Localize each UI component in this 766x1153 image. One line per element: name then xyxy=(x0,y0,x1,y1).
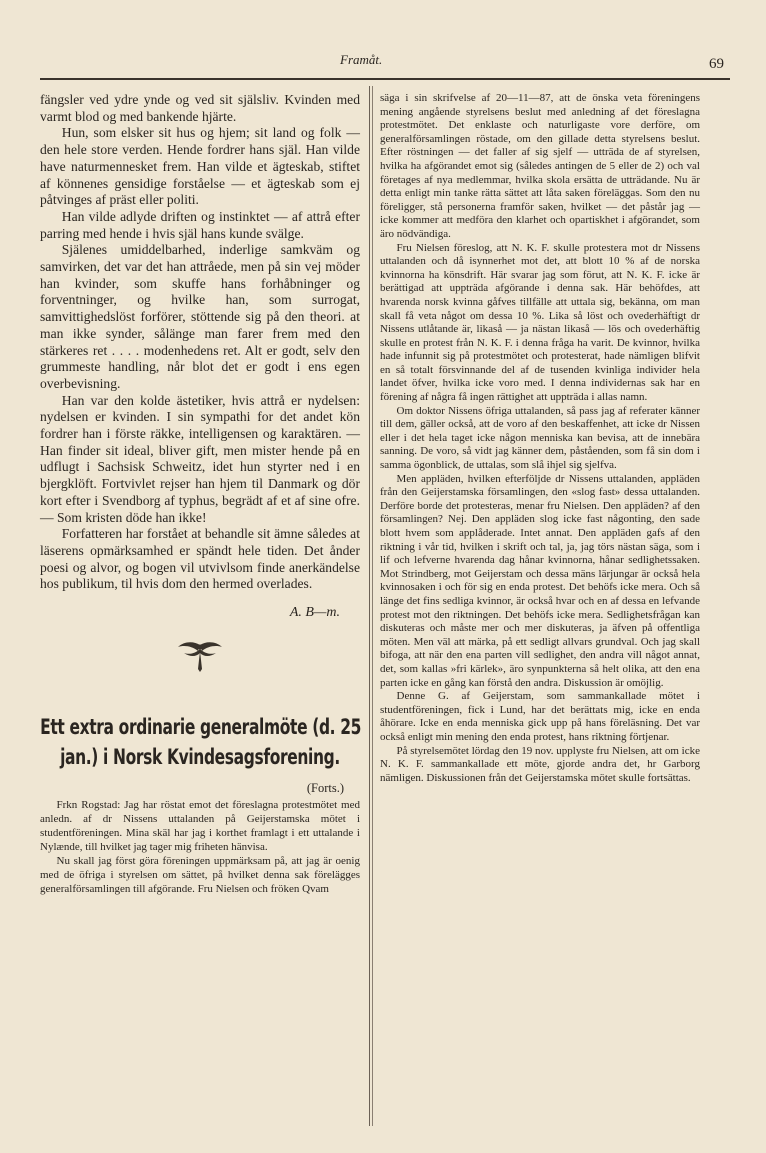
ornament-icon xyxy=(40,639,360,673)
review-text xyxy=(40,92,360,593)
article-paragraph: Fru Nielsen föreslog, att N. K. F. skulle protestera mot dr Nissens uttalanden och då isynnerhet mot det, att blott 10 % af de norska kvinnorna ha könsdrift. Här svarar jag som förut, att N. K. F. icke är berättigad att uppträda afgörande i denna sak. Här behöfdes, att hvarenda norsk kvinna gåfves tillfälle att uttala sig, bekänna, om man skall få veta något om dessa 10 %. Lika så löst och ovederhäftigt dr Nissens utlåtande är, likaså — ja nästan likaså — lös och ovederhäftig skulle en protest från N. K. F. i denna fråga ha varit. De kvinnor, hvilka hade infunnit sig på protestmötet och protesterat, hade nämligen blifvit en så totalt försvinnande del af de tusenden kvinliga individer hela landet öfver, hvilka icke voro med. I denna individernas sak har en förening af några få ingen rättighet att uppträda i allas namn. xyxy=(380,241,700,404)
page-number: 69 xyxy=(709,56,724,72)
headline-line-2: jan.) i Norsk Kvindesagsforening. xyxy=(60,745,340,771)
left-column xyxy=(40,92,360,896)
header-rule xyxy=(40,78,730,80)
column-divider xyxy=(369,86,370,1126)
article-text xyxy=(40,798,360,896)
review-paragraph: Forfatteren har forstået at behandle sit ämne således at läserens opmärksamhed er spändt hele tiden. Det ånder poesi og alvor, og bogen vil utvivlsom finde anerkändelse hos publikum, til hvis dom den hermed overlades. xyxy=(40,526,360,592)
article-paragraph: säga i sin skrifvelse af 20—11—87, att de önska veta föreningens mening angående styrelsens beslut med anledning af det föreslagna protestmötet. Det enklaste och naturligaste vore derföre, om generalförsamlingen röstade, om den gillade detta styrelsens beslut. Efter röstningen — det faller af sig sjelf — utträda de af styrelsen, hvilka ha afgörandet emot sig (således antingen de 5 eller de 2) och val företages af nya medlemmar, hvilka skola ersätta de utträdande. Nu är detta enligt min tanke rätta sättet att låta saken föreläggas. Som den nu föreligger, stå personerna framför saken, hvilket — det påstår jag — icke kommer att medföra den klarhet och opartiskhet i afgörandet, som äro nödvändiga. xyxy=(380,92,700,240)
review-paragraph: fängsler ved ydre ynde og ved sit själsliv. Kvinden med varmt blod og med bankende hjärte. xyxy=(40,92,360,124)
running-title: Framåt. xyxy=(340,52,383,67)
article-paragraph: Nu skall jag först göra föreningen uppmärksam på, att jag är oenig med de öfriga i styrelsen om sättet, på hvilket denna sak förelägges generalförsamlingen till afgörande. Fru Nielsen och fröken Qvam xyxy=(40,855,360,896)
article-paragraph: Men appläden, hvilken efterföljde dr Nissens uttalanden, appläden från den Geijerstamska församlingen, den «slog fast» dessa uttalanden. Derföre borde det protesteras, menar fru Nielsen. Den appläden? af den församlingen? Nej. Den appläden slog icke fast någonting, den sade blott hvem som applåderade. Intet annat. Den appläden gafs af den riktning i vår tid, hvilken i skrift och tal, ja, jag törs nästan säga, som i lif och lefverne hvarenda dag hånar kvinnorna, hånar sedlighetssaken. Mot Strindberg, mot Geijerstam och dessa mäns lärjungar är också hela kvinnosaken i och för sig en enda protest. Det behöfs icke mera. Och så länge det fins sedliga kvinnor, är också hvar och en af dessa en lefvande protest mot den riktningen. Det behöfs icke mera. Sedlighetsfrågan kan diskuteras och måste mer och mer diskuteras, ja äfven på offentliga möten. Men väl att märka, på ett sedligt allvars grundval. Och jag skall bifoga, att när den ena parten vill sedlighet, den andra vill något annat, det, som kallas »fri kärlek», äro synpunkterna så helt olika, att den ena parten icke en gång kan förstå den andra. Diskussion är omöjlig. xyxy=(380,472,700,689)
article-paragraph: På styrelsemötet lördag den 19 nov. upplyste fru Nielsen, att om icke N. K. F. sammankallade ett möte, gjorde andra det, hr Garborg nämligen. Diskussionen från det Geijerstamska mötet skulle fortsättas. xyxy=(380,744,700,784)
article-headline xyxy=(40,713,360,773)
review-paragraph: Han vilde adlyde driften og instinktet — af attrå efter parring med hende i hvis själ hans kunde svälge. xyxy=(40,208,360,241)
article-paragraph: Frkn Rogstad: Jag har röstat emot det föreslagna protestmötet med anledn. af dr Nissens uttalanden på Geijerstamska mötet i studentföreningen. Mina skäl har jag i korthet framlagt i ett uttalande i Nylænde, till hvilket jag tager mig friheten hänvisa. xyxy=(40,799,360,854)
headline-line-1: Ett extra ordinarie generalmöte (d. 25 xyxy=(40,715,362,741)
review-paragraph: Hun, som elsker sit hus og hjem; sit land og folk — den hele store verden. Hende fordrer hans själ. Han vilde have naturmennesket frem. Han vilde et ägteskab, stiftet af könnenes gensidige forståelse — et ägteskab som ej påtvinges af präst eller politi. xyxy=(40,125,360,208)
article-paragraph: Om doktor Nissens öfriga uttalanden, så pass jag af referater känner till dem, gäller också, att de voro af den beskaffenhet, att icke dr Nissen eller i det hela taget icke någon menniska kan bevisa, att de innebära sanning. De voro, så vidt jag känner dem, påståenden, som få sin dom i samma ögonblick, de uttalas, som slå ihjel sig sjelfva. xyxy=(380,404,700,472)
page-header xyxy=(40,50,730,80)
column-divider-inner xyxy=(372,86,373,1126)
review-paragraph: Själenes umiddelbarhed, inderlige samkväm og samvirken, det var det han attråede, men på sin vej möder han kvinder, som skuffe hans forhåbninger og forventninger, og hvilke han, som surrogat, samvittighedslöst forförer, stöttende sig på den theori. at man ikke synder, sålänge man farer frem med den stärkeres ret . . . . modenhedens ret. Alt er godt, selv den grummeste handling, når blot det er godt i ens egen overbevisning. xyxy=(40,242,360,391)
review-paragraph: Han var den kolde ästetiker, hvis attrå er nydelsen: nydelsen er kvinden. I sin sympathi for det andet kön fordrer han i förste räkke, intelligensen og karaktären. — Han finder sit ideal, bliver gift, men mister hende på en udflugt i Sachsisk Schweitz, idet hun styrter ned i en bjergklöft. Fortvivlet rejser han hjem til Danmark og dör kort efter i Svendborg af typhus, begrädt af et af sine ofre. — Som kristen döde han ikke! xyxy=(40,392,360,525)
right-column xyxy=(380,92,700,785)
article-paragraph: Denne G. af Geijerstam, som sammankallade mötet i studentföreningen, fick i Lund, har det berättats mig, icke en enda åhörare. Icke en enda menniska gick upp på hans föreläsning. Det var också enligt min mening den enda protest, hans riktning förtjenar. xyxy=(380,690,700,743)
ornament-icon-graphic xyxy=(170,639,230,673)
author-signature: A. B—m. xyxy=(289,605,340,621)
continued-marker: (Forts.) xyxy=(306,781,344,796)
